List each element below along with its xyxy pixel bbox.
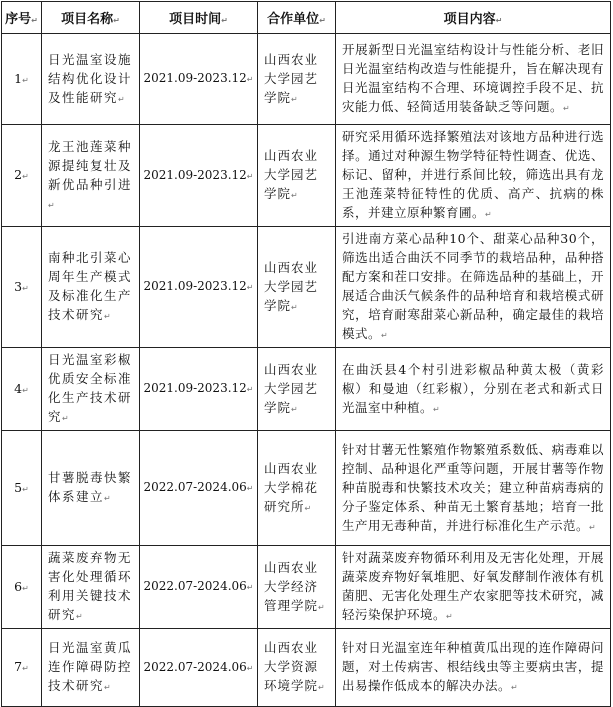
project-table: [1, 1, 611, 707]
table-row: [2, 546, 611, 629]
row-index: 4↵: [2, 348, 42, 431]
table-row: [2, 431, 611, 546]
table-row: [2, 125, 611, 227]
partner-unit: 山西农业大学园艺学院↵: [258, 125, 336, 227]
partner-unit: 山西农业大学园艺学院↵: [258, 348, 336, 431]
header-name: 项目名称↵: [42, 2, 140, 34]
partner-unit: 山西农业大学资源环境学院↵: [258, 629, 336, 707]
table-row: [2, 348, 611, 431]
partner-unit: 山西农业大学棉花研究所↵: [258, 431, 336, 546]
project-name: 龙王池莲菜种源提纯复壮及新优品种引进↵: [42, 125, 140, 227]
table-row: [2, 629, 611, 707]
project-content: 研究采用循环选择繁殖法对该地方品种进行选择。通过对种源生物学特征特性调查、优选、标记、留种，并进行系间比较，筛选出具有龙王池莲菜特征特性的优质、高产、抗病的株系，并建立原种繁育圃。↵: [336, 125, 611, 227]
header-unit: 合作单位↵: [258, 2, 336, 34]
project-content: 开展新型日光温室结构设计与性能分析、老旧日光温室结构改造与性能提升，旨在解决现有日光温室结构不合理、环境调控手段不足、抗灾能力低、轻简适用装备缺乏等问题。↵: [336, 34, 611, 125]
row-index: 2↵: [2, 125, 42, 227]
table-row: [2, 34, 611, 125]
project-name: 日光温室黄瓜连作障碍防控技术研究↵: [42, 629, 140, 707]
project-time: 2021.09-2023.12↵: [140, 348, 258, 431]
table-row: [2, 227, 611, 348]
project-name: 日光温室彩椒优质安全标准化生产技术研究↵: [42, 348, 140, 431]
project-time: 2021.09-2023.12↵: [140, 125, 258, 227]
header-index: 序号↵: [2, 2, 42, 34]
project-name: 南种北引菜心周年生产模式及标准化生产技术研究↵: [42, 227, 140, 348]
project-content: 引进南方菜心品种10个、甜菜心品种30个，筛选出适合曲沃不同季节的栽培品种，品种搭配方案和茬口安排。在筛选品种的基础上，开展适合曲沃气候条件的品种培育和栽培模式研究，培育耐寒甜菜心新品种，确定最佳的栽培模式。↵: [336, 227, 611, 348]
project-content: 针对甘薯无性繁殖作物繁殖系数低、病毒难以控制、品种退化严重等问题，开展甘薯等作物种苗脱毒和快繁技术攻关；建立种苗病毒病的分子鉴定体系、种苗无土繁育基地；培育一批生产用无毒种苗，并进行标准化生产示范。↵: [336, 431, 611, 546]
partner-unit: 山西农业大学园艺学院↵: [258, 227, 336, 348]
project-name: 蔬菜废弃物无害化处理循环利用关键技术研究↵: [42, 546, 140, 629]
project-time: 2022.07-2024.06↵: [140, 431, 258, 546]
project-time: 2022.07-2024.06↵: [140, 546, 258, 629]
header-row: [2, 2, 611, 34]
project-time: 2022.07-2024.06↵: [140, 629, 258, 707]
row-index: 5↵: [2, 431, 42, 546]
project-content: 针对日光温室连年种植黄瓜出现的连作障碍问题，对土传病害、根结线虫等主要病虫害，提出易操作低成本的解决办法。↵: [336, 629, 611, 707]
project-time: 2021.09-2023.12↵: [140, 227, 258, 348]
header-time: 项目时间↵: [140, 2, 258, 34]
row-index: 3↵: [2, 227, 42, 348]
project-content: 在曲沃县4个村引进彩椒品种黄太极（黄彩椒）和曼迪（红彩椒），分别在老式和新式日光温室中种植。↵: [336, 348, 611, 431]
project-time: 2021.09-2023.12↵: [140, 34, 258, 125]
project-name: 甘薯脱毒快繁体系建立↵: [42, 431, 140, 546]
row-index: 1↵: [2, 34, 42, 125]
header-content: 项目内容↵: [336, 2, 611, 34]
project-name: 日光温室设施结构优化设计及性能研究↵: [42, 34, 140, 125]
row-index: 6↵: [2, 546, 42, 629]
row-index: 7↵: [2, 629, 42, 707]
partner-unit: 山西农业大学经济管理学院↵: [258, 546, 336, 629]
partner-unit: 山西农业大学园艺学院↵: [258, 34, 336, 125]
project-content: 针对蔬菜废弃物循环利用及无害化处理，开展蔬菜废弃物好氧堆肥、好氧发酵制作液体有机菌肥、无害化处理生产农家肥等技术研究，减轻污染保护环境。↵: [336, 546, 611, 629]
